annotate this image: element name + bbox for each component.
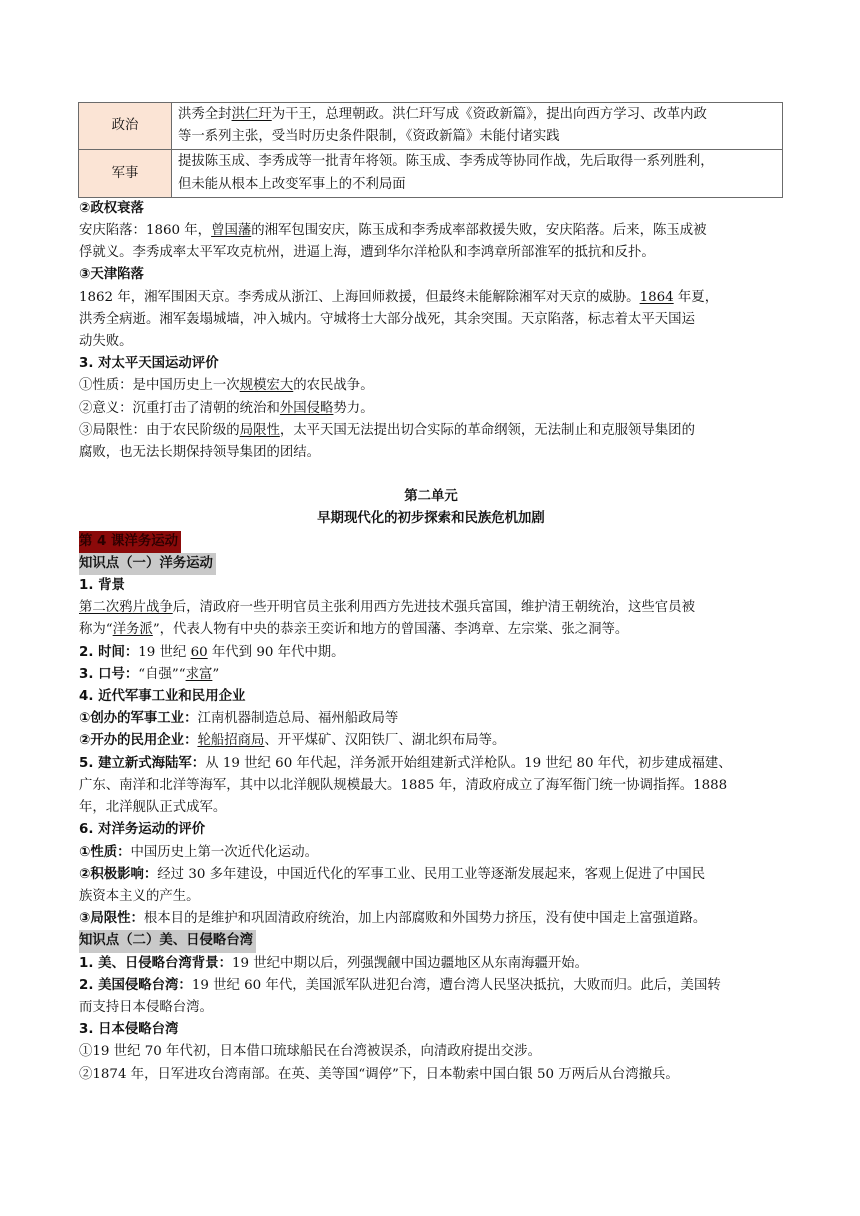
- table-row: [79, 150, 783, 197]
- text-line: [79, 797, 783, 819]
- text-line: [79, 220, 783, 242]
- text-line: [79, 819, 783, 841]
- lesson-heading: 第 4 课洋务运动: [79, 531, 181, 553]
- text-segment: 安庆陷落：1860 年，: [79, 223, 212, 239]
- unit-title: 第二单元: [404, 489, 458, 505]
- text-line: [79, 730, 783, 752]
- text-line: [79, 642, 783, 664]
- text-segment: 从 19 世纪 60 年代起，洋务派开始组建新式洋枪队。19 世纪 80 年代，初步建成福建、: [205, 755, 732, 771]
- table-value-line: [178, 104, 782, 126]
- text-segment: 洪秀全病逝。湘军轰塌城墙，冲入城内。守城将士大部分战死，其余突围。天京陷落，标志着太平天国运: [79, 311, 695, 327]
- text-segment: ②意义：沉重打击了清朝的统治和: [79, 400, 280, 416]
- text-segment: 年，北洋舰队正式成军。: [79, 800, 227, 816]
- text-line: [79, 331, 783, 353]
- underlined-keyword: 曾国藩: [211, 223, 252, 239]
- text-line: [79, 842, 783, 864]
- text-segment: 中国历史上第一次近代化运动。: [130, 844, 318, 860]
- underlined-keyword: 求富: [185, 666, 213, 682]
- table-value-line: [178, 174, 782, 196]
- section-taiwan-invasion: [79, 953, 783, 1086]
- text-segment: 后，清政府一些开明官员主张利用西方先进技术强兵富国，维护清王朝统治，这些官员被: [172, 600, 695, 616]
- table-row-key: 政治: [79, 103, 172, 150]
- text-line: [79, 975, 783, 997]
- bold-heading-text: 1. 背景: [79, 578, 125, 594]
- text-segment: 提拔陈玉成、李秀成等一批青年将领。陈玉成、李秀成等协同作战，先后取得一系列胜利，: [178, 154, 714, 170]
- text-segment: 19 世纪 60 年代，美国派军队进犯台湾，遭台湾人民坚决抵抗，大败而归。此后，美国转: [191, 977, 721, 993]
- text-line: [79, 264, 783, 286]
- text-segment: ①性质：是中国历史上一次: [79, 378, 240, 394]
- text-segment: 1862 年，湘军围困天京。李秀成从浙江、上海回师救援，但最终未能解除湘军对天京的威胁。: [79, 289, 640, 305]
- bold-heading-text: 2. 时间：: [79, 644, 139, 660]
- document-page: [79, 102, 783, 1086]
- text-line: [79, 575, 783, 597]
- underlined-keyword: 洋务派: [112, 622, 153, 638]
- text-segment: ②1874 年，日军进攻台湾南部。在英、美等国“调停”下，日本勒索中国白银 50 万两后从台湾撤兵。: [79, 1066, 679, 1082]
- bold-heading-text: ③天津陷落: [79, 267, 144, 283]
- text-line: [79, 287, 783, 309]
- text-line: [79, 708, 783, 730]
- text-segment: 称为“: [79, 622, 113, 638]
- bold-heading-text: ①创办的军事工业：: [79, 711, 198, 727]
- text-segment: 的湘军包围安庆，陈玉成和李秀成率部救援失败，安庆陷落。后来，陈玉成被: [251, 223, 707, 239]
- text-line: [79, 864, 783, 886]
- spacer: [79, 464, 783, 486]
- underlined-keyword: 1864: [639, 289, 674, 305]
- text-segment: “自强”“: [138, 666, 186, 682]
- text-segment: 俘就义。李秀成率太平军攻克杭州，进逼上海，遭到华尔洋枪队和李鸿章所部淮军的抵抗和反扑。: [79, 245, 655, 261]
- text-segment: ”: [212, 666, 220, 682]
- bold-heading-text: 3. 口号：: [79, 666, 139, 682]
- text-line: [79, 1019, 783, 1041]
- text-segment: 族资本主义的产生。: [79, 888, 200, 904]
- bold-heading-text: 6. 对洋务运动的评价: [79, 822, 206, 838]
- text-line: [79, 309, 783, 331]
- text-line: [79, 753, 783, 775]
- bold-heading-text: 3. 对太平天国运动评价: [79, 356, 219, 372]
- text-segment: 年代到 90 年代中期。: [207, 644, 345, 660]
- text-segment: 经过 30 多年建设，中国近代化的军事工业、民用工业等逐渐发展起来，客观上促进了中国民: [157, 866, 706, 882]
- text-segment: 腐败，也无法长期保持领导集团的团结。: [79, 445, 321, 461]
- bold-heading-text: 4. 近代军事工业和民用企业: [79, 689, 246, 705]
- knowledge-point-heading-2: 知识点（二）美、日侵略台湾: [79, 930, 256, 952]
- bold-heading-text: 3. 日本侵略台湾: [79, 1022, 179, 1038]
- text-segment: 19 世纪: [138, 644, 191, 660]
- text-line: [79, 442, 783, 464]
- underlined-keyword: 外国侵略: [279, 400, 334, 416]
- text-line: [79, 886, 783, 908]
- text-segment: 等一系列主张，受当时历史条件限制，《资政新篇》未能付诸实践: [178, 129, 560, 145]
- bold-heading-text: 5. 建立新式海陆军：: [79, 755, 206, 771]
- bold-heading-text: 2. 美国侵略台湾：: [79, 977, 192, 993]
- underlined-keyword: 第二次鸦片战争: [79, 600, 173, 616]
- bold-heading-text: 1. 美、日侵略台湾背景：: [79, 955, 232, 971]
- text-segment: 、开平煤矿、汉阳铁厂、湖北织布局等。: [264, 733, 506, 749]
- text-segment: 势力。: [333, 400, 374, 416]
- text-line: [79, 1041, 783, 1063]
- knowledge-point-heading-1: 知识点（一）洋务运动: [79, 553, 216, 575]
- text-segment: ”，代表人物有中央的恭亲王奕䜣和地方的曾国藩、李鸿章、左宗棠、张之洞等。: [152, 622, 629, 638]
- text-line: [79, 686, 783, 708]
- text-line: [79, 375, 783, 397]
- text-segment: ③局限性：由于农民阶级的: [79, 422, 240, 438]
- bold-heading-text: ①性质：: [79, 844, 131, 860]
- reform-table: [78, 102, 783, 198]
- underlined-keyword: 轮船招商局: [197, 733, 265, 749]
- text-segment: 江南机器制造总局、福州船政局等: [197, 711, 399, 727]
- text-line: [79, 398, 783, 420]
- text-segment: 但未能从根本上改变军事上的不利局面: [178, 176, 406, 192]
- table-value-line: [178, 126, 782, 148]
- bold-heading-text: ②开办的民用企业：: [79, 733, 198, 749]
- text-segment: 的农民战争。: [293, 378, 374, 394]
- underlined-keyword: 洪仁玕: [231, 107, 272, 122]
- bold-heading-text: ③局限性：: [79, 911, 144, 927]
- underlined-keyword: 局限性: [239, 422, 280, 438]
- table-value-line: [178, 151, 782, 173]
- text-line: [79, 664, 783, 686]
- underlined-keyword: 60: [190, 644, 208, 660]
- text-line: [79, 619, 783, 641]
- bold-heading-text: ②政权衰落: [79, 200, 144, 216]
- text-segment: 广东、南洋和北洋等海军，其中以北洋舰队规模最大。1885 年，清政府成立了海军衙门统一协调指挥。1888: [79, 777, 728, 793]
- text-line: [79, 953, 783, 975]
- text-segment: 年夏，: [673, 289, 719, 305]
- table-row: [79, 103, 783, 150]
- table-row-value: [172, 103, 783, 150]
- text-segment: 而支持日本侵略台湾。: [79, 999, 213, 1015]
- text-line: [79, 353, 783, 375]
- text-line: [79, 775, 783, 797]
- section-taiping-decline: [79, 198, 783, 464]
- text-line: [79, 1064, 783, 1086]
- text-segment: 19 世纪中期以后，列强觊觎中国边疆地区从东南海疆开始。: [231, 955, 589, 971]
- text-segment: 根本目的是维护和巩固清政府统治，加上内部腐败和外国势力挤压，没有使中国走上富强道路。: [143, 911, 707, 927]
- text-line: [79, 198, 783, 220]
- table-row-key: 军事: [79, 150, 172, 197]
- text-line: [79, 597, 783, 619]
- text-segment: ，太平天国无法提出切合实际的革命纲领，无法制止和克服领导集团的: [279, 422, 695, 438]
- text-line: [79, 908, 783, 930]
- text-segment: 洪秀全封: [178, 107, 232, 122]
- text-segment: 动失败。: [79, 334, 133, 350]
- unit-subtitle: 早期现代化的初步探索和民族危机加剧: [317, 511, 545, 527]
- section-westernization-movement: [79, 575, 783, 930]
- underlined-keyword: 规模宏大: [239, 378, 294, 394]
- text-segment: ①19 世纪 70 年代初，日本借口琉球船民在台湾被误杀，向清政府提出交涉。: [79, 1044, 541, 1060]
- table-row-value: [172, 150, 783, 197]
- bold-heading-text: ②积极影响：: [79, 866, 158, 882]
- text-line: [79, 997, 783, 1019]
- text-line: [79, 242, 783, 264]
- text-segment: 为干王，总理朝政。洪仁玕写成《资政新篇》，提出向西方学习、改革内政: [271, 107, 707, 122]
- text-line: [79, 420, 783, 442]
